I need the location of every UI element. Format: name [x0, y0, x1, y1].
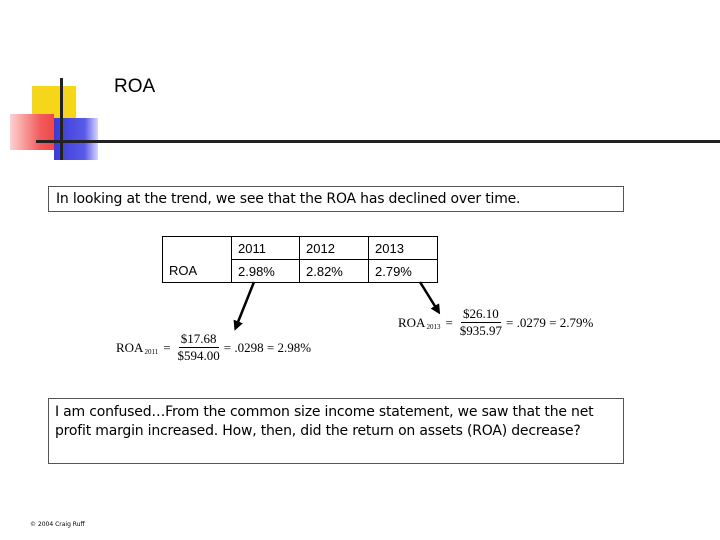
eq-2013-numerator: $26.10 — [463, 306, 499, 321]
intro-text-box: In looking at the trend, we see that the ROA has declined over time. — [48, 186, 624, 212]
eq-2011-year: 2011 — [144, 347, 159, 356]
eq-2011-result: = .0298 = 2.98% — [223, 339, 312, 355]
equation-roa-2011 — [116, 332, 311, 363]
table-year-2011: 2011 — [232, 237, 300, 260]
eq-2013-equals: = — [445, 314, 453, 330]
copyright-notice: © 2004 Craig Ruff — [30, 521, 85, 528]
table-year-2012: 2012 — [300, 237, 369, 260]
eq-2011-equals: = — [163, 339, 171, 355]
eq-2013-result: = .0279 = 2.79% — [506, 314, 594, 330]
equation-roa-2013 — [398, 307, 593, 338]
question-text-box: I am confused…From the common size income statement, we saw that the net profit margin increased. How, then, did the return on assets (ROA) decrease? — [48, 398, 624, 464]
eq-2013-year: 2013 — [426, 322, 441, 331]
eq-2011-numerator: $17.68 — [180, 331, 217, 346]
arrow-2011 — [236, 282, 254, 327]
table-value-2013: 2.79% — [369, 260, 438, 283]
slide-title: ROA — [114, 76, 156, 97]
eq-2011-label: ROA — [116, 339, 144, 355]
eq-2013-fraction — [458, 307, 504, 338]
table-value-2011: 2.98% — [232, 260, 300, 283]
table-row-label: ROA — [163, 260, 232, 283]
table-year-2013: 2013 — [369, 237, 438, 260]
table-value-2012: 2.82% — [300, 260, 369, 283]
eq-2011-denominator: $594.00 — [177, 348, 220, 363]
eq-2011-fraction — [176, 332, 222, 363]
eq-2013-denominator: $935.97 — [459, 323, 503, 338]
eq-2013-label: ROA — [398, 314, 426, 330]
